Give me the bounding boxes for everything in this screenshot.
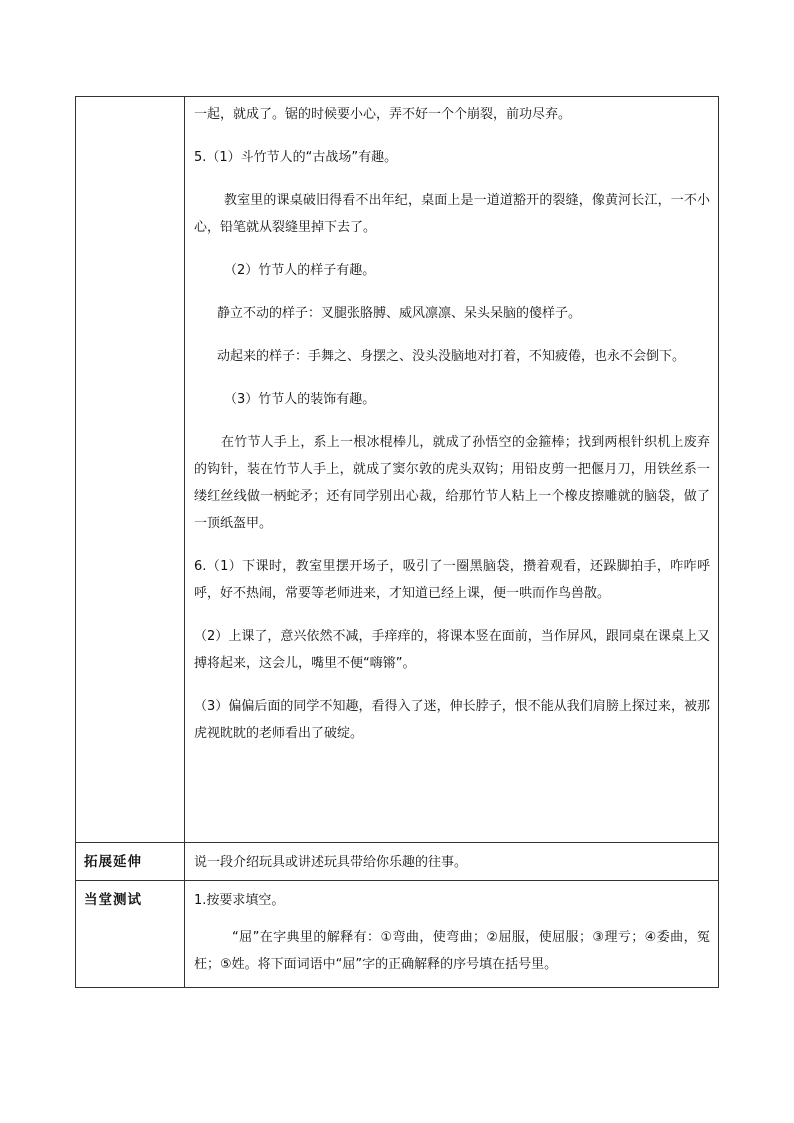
paragraph-intro: 一起，就成了。锯的时候要小心，弄不好一个个崩裂，前功尽弃。 [194, 107, 572, 122]
paragraph-still-look: 静立不动的样子：叉腿张胳膊、威风凛凛、呆头呆脑的傻样子。 [217, 306, 582, 321]
content-cell-extension [185, 843, 719, 881]
row-label-empty [76, 97, 185, 843]
table-row-extension [76, 843, 719, 881]
paragraph-5-2: （2）竹节人的样子有趣。 [224, 263, 376, 278]
paragraph-5-1: 5.（1）斗竹节人的“古战场”有趣。 [194, 150, 398, 165]
row-label-test: 当堂测试 [76, 881, 185, 988]
paragraph-test-qu: “屈”在字典里的解释有：①弯曲，使弯曲；②屈服，使屈服；③理亏；④委曲，冤枉；⑤姓。将下面词语中“屈”字的正确解释的序号填在括号里。 [194, 930, 710, 972]
lesson-table [75, 96, 719, 988]
content-cell-main [185, 97, 719, 843]
paragraph-5-3: （3）竹节人的装饰有趣。 [224, 392, 376, 407]
paragraph-moving-look: 动起来的样子：手舞之、身摆之、没头没脑地对打着，不知疲倦，也永不会倒下。 [217, 349, 686, 364]
paragraph-test-1: 1.按要求填空。 [194, 893, 285, 908]
paragraph-6-3: （3）偏偏后面的同学不知趣，看得入了迷，伸长脖子，恨不能从我们肩膀上探过来，被那虎视眈眈的老师看出了破绽。 [194, 699, 710, 741]
paragraph-extension: 说一段介绍玩具或讲述玩具带给你乐趣的往事。 [194, 855, 468, 870]
content-cell-test [185, 881, 719, 988]
paragraph-6-2: （2）上课了，意兴依然不减，手痒痒的，将课本竖在面前，当作屏风，跟同桌在课桌上又搏将起来，这会儿，嘴里不便“嗨锵”。 [194, 629, 710, 671]
row-label-extension: 拓展延伸 [76, 843, 185, 881]
table-row-test [76, 881, 719, 988]
table-row-content [76, 97, 719, 843]
paragraph-battlefield: 教室里的课桌破旧得看不出年纪，桌面上是一道道豁开的裂缝，像黄河长江，一不小心，铅笔就从裂缝里掉下去了。 [194, 193, 710, 235]
paragraph-decorations: 在竹节人手上，系上一根冰棍棒儿，就成了孙悟空的金箍棒；找到两根针织机上废弃的钩针，装在竹节人手上，就成了窦尔敦的虎头双钩；用铅皮剪一把偃月刀，用铁丝系一缕红丝线做一柄蛇矛；还有同学别出心裁，给那竹节人粘上一个橡皮擦雕就的脑袋，做了一顶纸盔甲。 [194, 435, 710, 531]
paragraph-6-1: 6.（1）下课时，教室里摆开场子，吸引了一圈黑脑袋，攒着观看，还跺脚拍手，咋咋呼呼，好不热闹，常要等老师进来，才知道已经上课，便一哄而作鸟兽散。 [194, 559, 710, 601]
